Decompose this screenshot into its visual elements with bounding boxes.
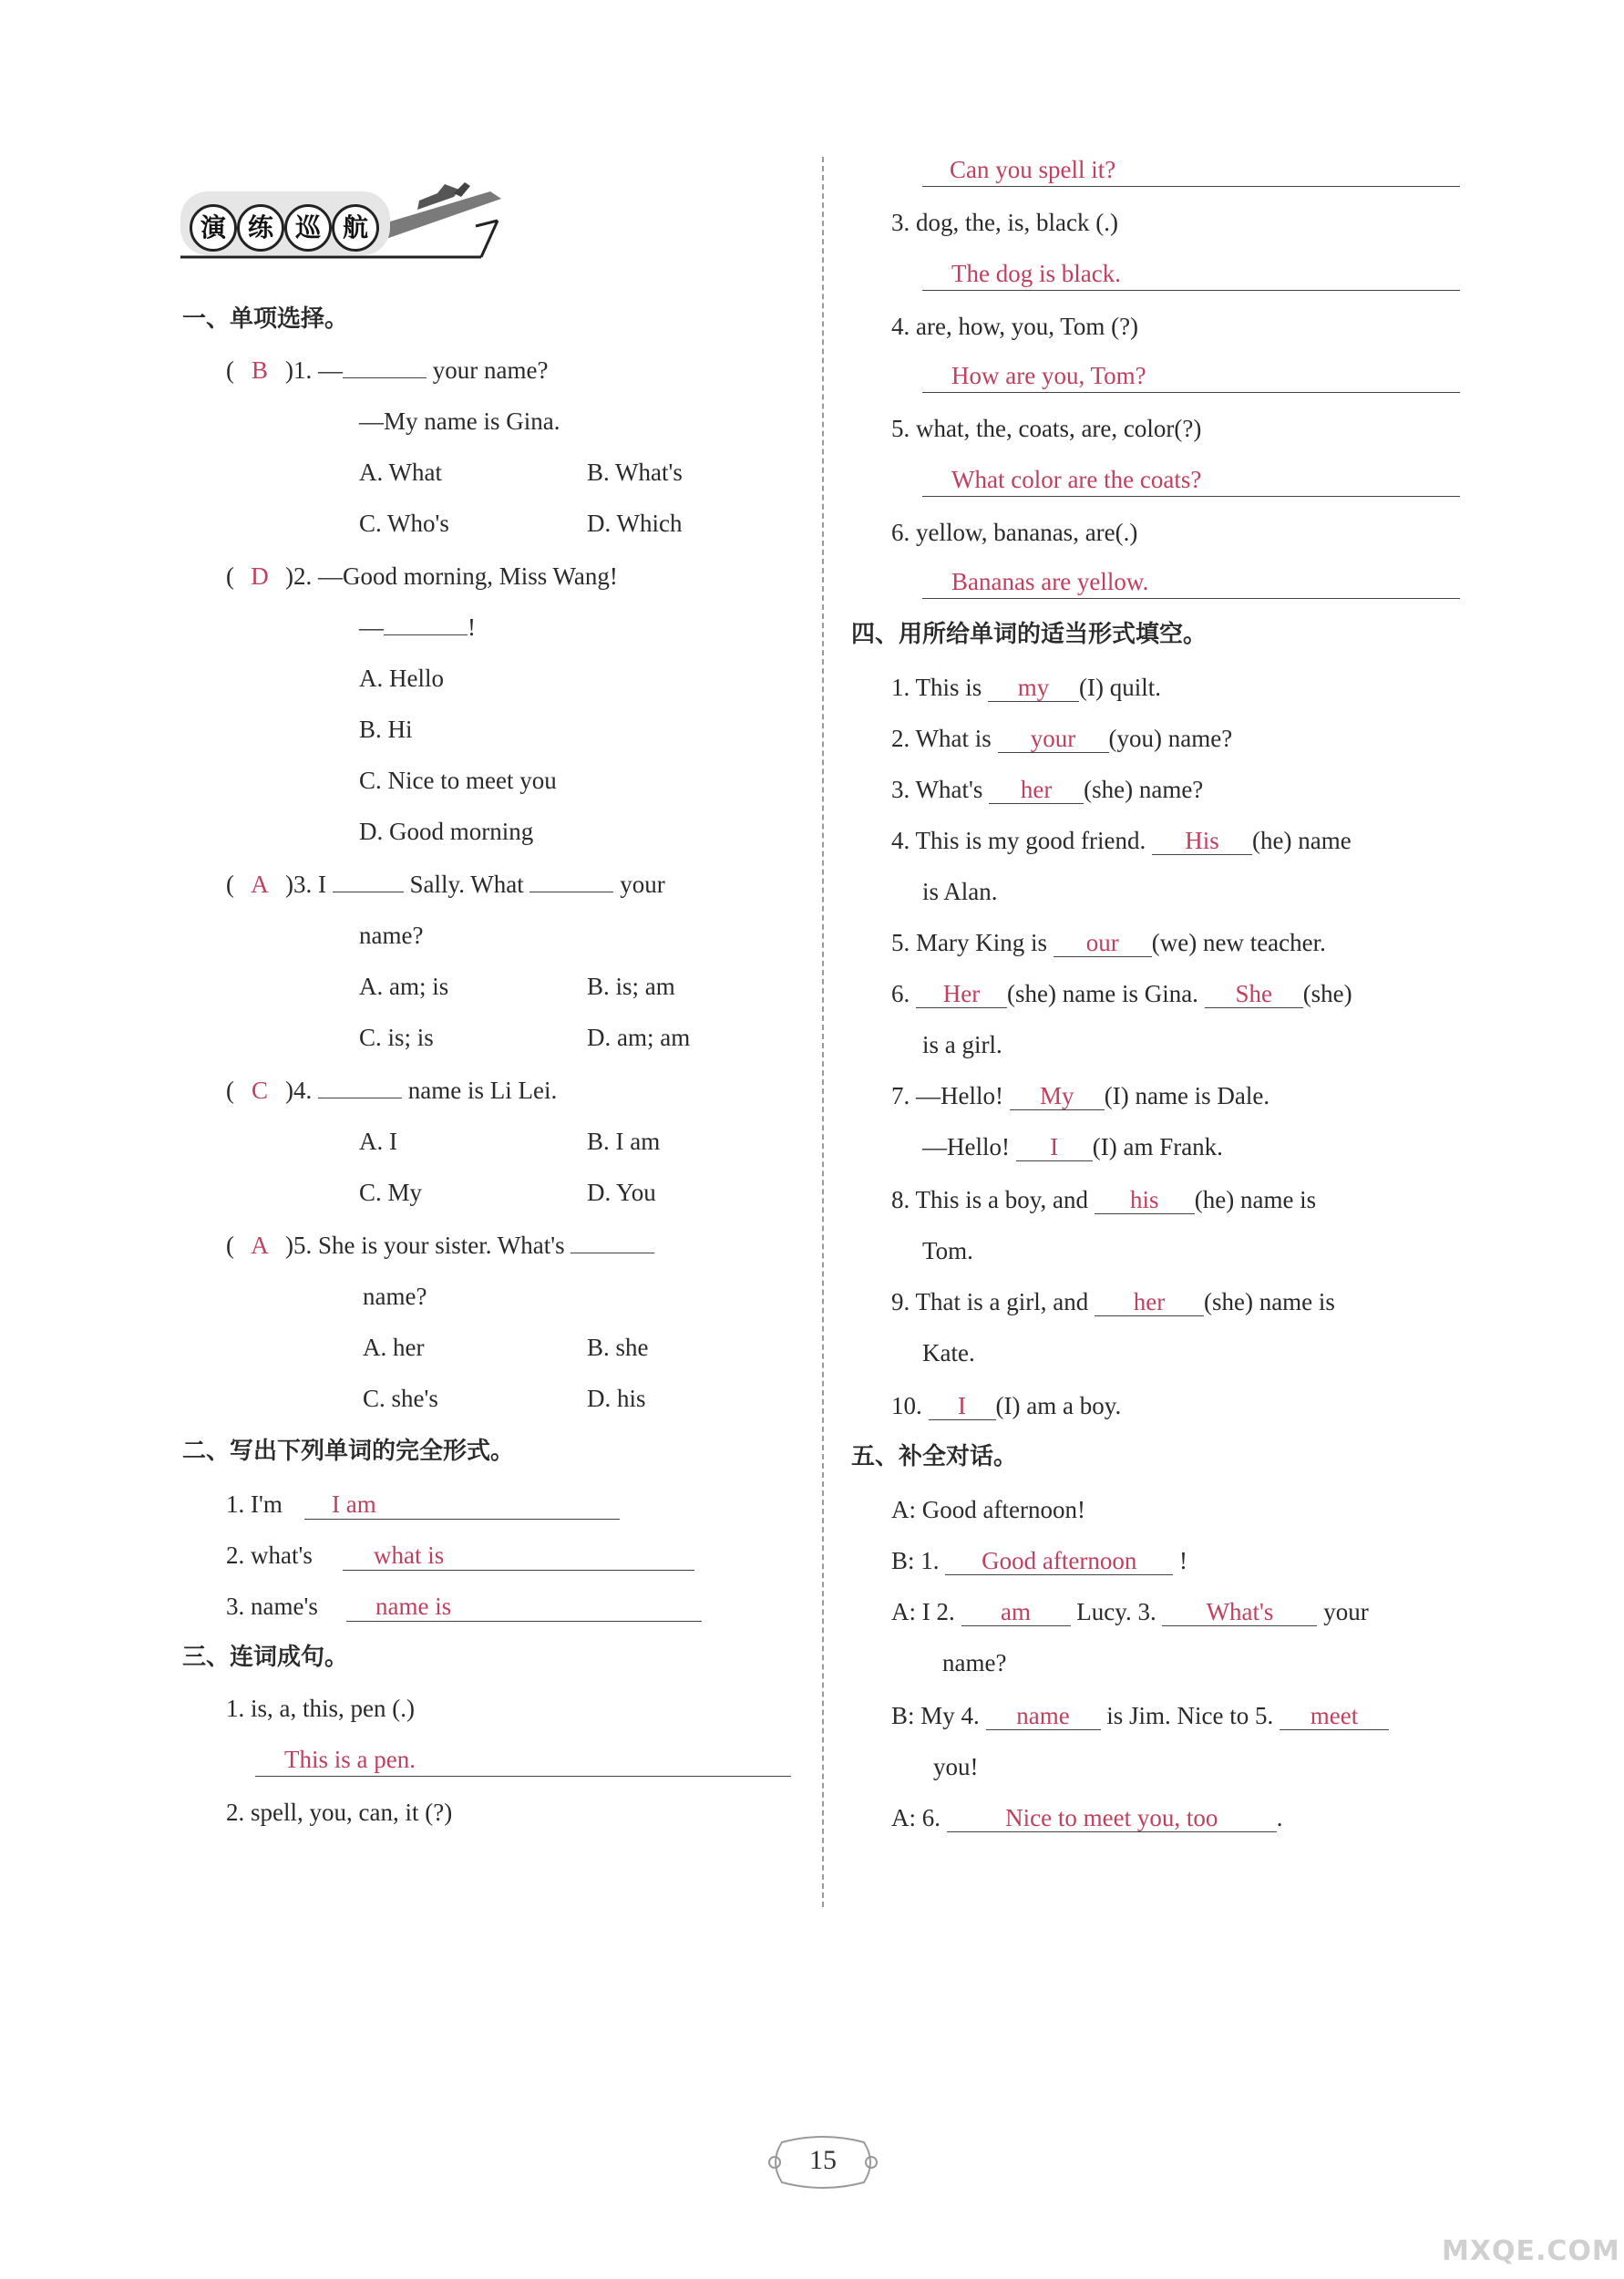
question-1: ( B )1. — your name? <box>226 354 548 387</box>
answer: I <box>1016 1133 1093 1161</box>
fill-item-7: 7. —Hello! My (I) name is Dale. <box>891 1082 1270 1109</box>
question-text: —My name is Gina. <box>359 407 560 435</box>
answer: His <box>1152 827 1252 855</box>
section-title: 三、连词成句。 <box>182 1644 349 1671</box>
fill-continuation: Kate. <box>922 1339 975 1366</box>
option: D. Which <box>587 510 683 537</box>
answer-line <box>922 290 1460 291</box>
question-text: — ! <box>359 614 476 641</box>
item-question: 3. dog, the, is, black (.) <box>891 209 1118 236</box>
fill-item-3: 3. What's her (she) name? <box>891 776 1204 803</box>
answer: I <box>929 1392 996 1420</box>
answer: A <box>251 871 269 898</box>
item-question: 5. what, the, coats, are, color(?) <box>891 415 1202 442</box>
watermark: MXQE.COM <box>1442 2235 1620 2267</box>
page-number-badge <box>764 2133 882 2191</box>
item-label: 3. name's <box>226 1593 318 1620</box>
fill-item-2: 2. What is your (you) name? <box>891 725 1233 752</box>
item-label: 1. I'm <box>226 1490 283 1518</box>
answer-line <box>922 496 1460 497</box>
question-2: ( D )2. —Good morning, Miss Wang! <box>226 560 618 593</box>
option: C. is; is <box>359 1024 434 1051</box>
fill-continuation: is Alan. <box>922 878 998 905</box>
option: C. My <box>359 1179 423 1206</box>
answer: your <box>998 725 1109 753</box>
dialog-line: B: My 4. name is Jim. Nice to 5. meet <box>891 1699 1389 1732</box>
dialog-continuation: name? <box>942 1649 1007 1676</box>
question-text: name? <box>359 922 424 949</box>
option: D. his <box>587 1385 646 1412</box>
answer: She <box>1205 980 1303 1008</box>
answer: what is <box>374 1542 445 1569</box>
question-5: ( A )5. She is your sister. What's <box>226 1229 654 1262</box>
option: D. Good morning <box>359 818 534 845</box>
banner-char: 巡 <box>284 204 332 252</box>
answer: her <box>989 776 1084 804</box>
question-3: ( A )3. I Sally. What your <box>226 868 665 901</box>
section-title: 一、单项选择。 <box>182 305 349 333</box>
answer: his <box>1095 1186 1195 1214</box>
dialog-line: A: Good afternoon! <box>891 1496 1085 1523</box>
option: A. I <box>359 1128 397 1155</box>
answer: name <box>986 1702 1101 1730</box>
option: B. is; am <box>587 973 675 1000</box>
option: C. Nice to meet you <box>359 767 557 794</box>
answer: This is a pen. <box>284 1746 416 1773</box>
banner-char: 航 <box>332 204 379 252</box>
page-number: 15 <box>809 2145 837 2175</box>
fill-item-4: 4. This is my good friend. His (he) name <box>891 827 1352 854</box>
answer: My <box>1010 1082 1105 1110</box>
fill-continuation: Tom. <box>922 1237 973 1264</box>
answer: D <box>251 562 269 590</box>
blank <box>384 634 468 635</box>
item-question: 1. is, a, this, pen (.) <box>226 1695 415 1722</box>
answer: The dog is black. <box>951 260 1121 287</box>
option: C. Who's <box>359 510 449 537</box>
answer: am <box>961 1598 1071 1626</box>
answer: name is <box>375 1593 452 1620</box>
item-question: 2. spell, you, can, it (?) <box>226 1799 453 1826</box>
section-banner <box>180 173 509 273</box>
fill-item-1: 1. This is my (I) quilt. <box>891 674 1162 701</box>
question-4: ( C )4. name is Li Lei. <box>226 1074 557 1107</box>
answer: meet <box>1280 1702 1389 1730</box>
answer: B <box>251 356 268 384</box>
section-title: 二、写出下列单词的完全形式。 <box>182 1438 515 1465</box>
fill-item-7b: —Hello! I (I) am Frank. <box>922 1133 1223 1160</box>
fill-item-5: 5. Mary King is our (we) new teacher. <box>891 929 1326 956</box>
option: D. am; am <box>587 1024 691 1051</box>
answer: What's <box>1162 1598 1317 1626</box>
answer-line <box>922 186 1460 187</box>
option: D. You <box>587 1179 656 1206</box>
answer: our <box>1054 929 1152 957</box>
answer: my <box>988 674 1079 702</box>
answer: Bananas are yellow. <box>951 568 1149 595</box>
section-title: 五、补全对话。 <box>851 1443 1018 1470</box>
banner-char: 演 <box>190 204 237 252</box>
answer: Nice to meet you, too <box>947 1804 1277 1832</box>
dialog-line: B: 1. Good afternoon ! <box>891 1547 1188 1574</box>
answer-line <box>255 1776 791 1777</box>
option: A. her <box>363 1334 425 1361</box>
option: B. What's <box>587 459 683 486</box>
answer: her <box>1095 1288 1204 1316</box>
fill-item-8: 8. This is a boy, and his (he) name is <box>891 1186 1317 1213</box>
option: A. Hello <box>359 665 444 692</box>
option: B. Hi <box>359 716 413 743</box>
item-question: 6. yellow, bananas, are(.) <box>891 519 1138 546</box>
dialog-line: A: I 2. am Lucy. 3. What's your <box>891 1598 1369 1625</box>
item-label: 2. what's <box>226 1542 313 1569</box>
option: B. I am <box>587 1128 661 1155</box>
answer: Her <box>916 980 1007 1008</box>
answer: Good afternoon <box>945 1547 1173 1575</box>
answer-line <box>922 598 1460 599</box>
answer: Can you spell it? <box>950 156 1116 183</box>
option: A. am; is <box>359 973 449 1000</box>
answer: What color are the coats? <box>951 466 1202 493</box>
banner-char: 练 <box>237 204 284 252</box>
section-title: 四、用所给单词的适当形式填空。 <box>851 621 1208 648</box>
question-text: name? <box>363 1283 427 1310</box>
answer: C <box>251 1077 268 1104</box>
blank <box>343 377 427 378</box>
dialog-continuation: you! <box>933 1753 979 1780</box>
answer: I am <box>332 1490 376 1518</box>
item-question: 4. are, how, you, Tom (?) <box>891 313 1139 340</box>
answer: How are you, Tom? <box>951 362 1146 389</box>
option: A. What <box>359 459 442 486</box>
column-divider <box>822 157 824 1907</box>
option: C. she's <box>363 1385 438 1412</box>
fill-item-6: 6. Her (she) name is Gina. She (she) <box>891 980 1352 1007</box>
dialog-line: A: 6. Nice to meet you, too . <box>891 1804 1283 1831</box>
fill-continuation: is a girl. <box>922 1031 1002 1058</box>
fill-item-10: 10. I (I) am a boy. <box>891 1392 1122 1419</box>
answer-line <box>922 392 1460 393</box>
option: B. she <box>587 1334 649 1361</box>
answer: A <box>251 1232 269 1259</box>
fill-item-9: 9. That is a girl, and her (she) name is <box>891 1288 1335 1315</box>
